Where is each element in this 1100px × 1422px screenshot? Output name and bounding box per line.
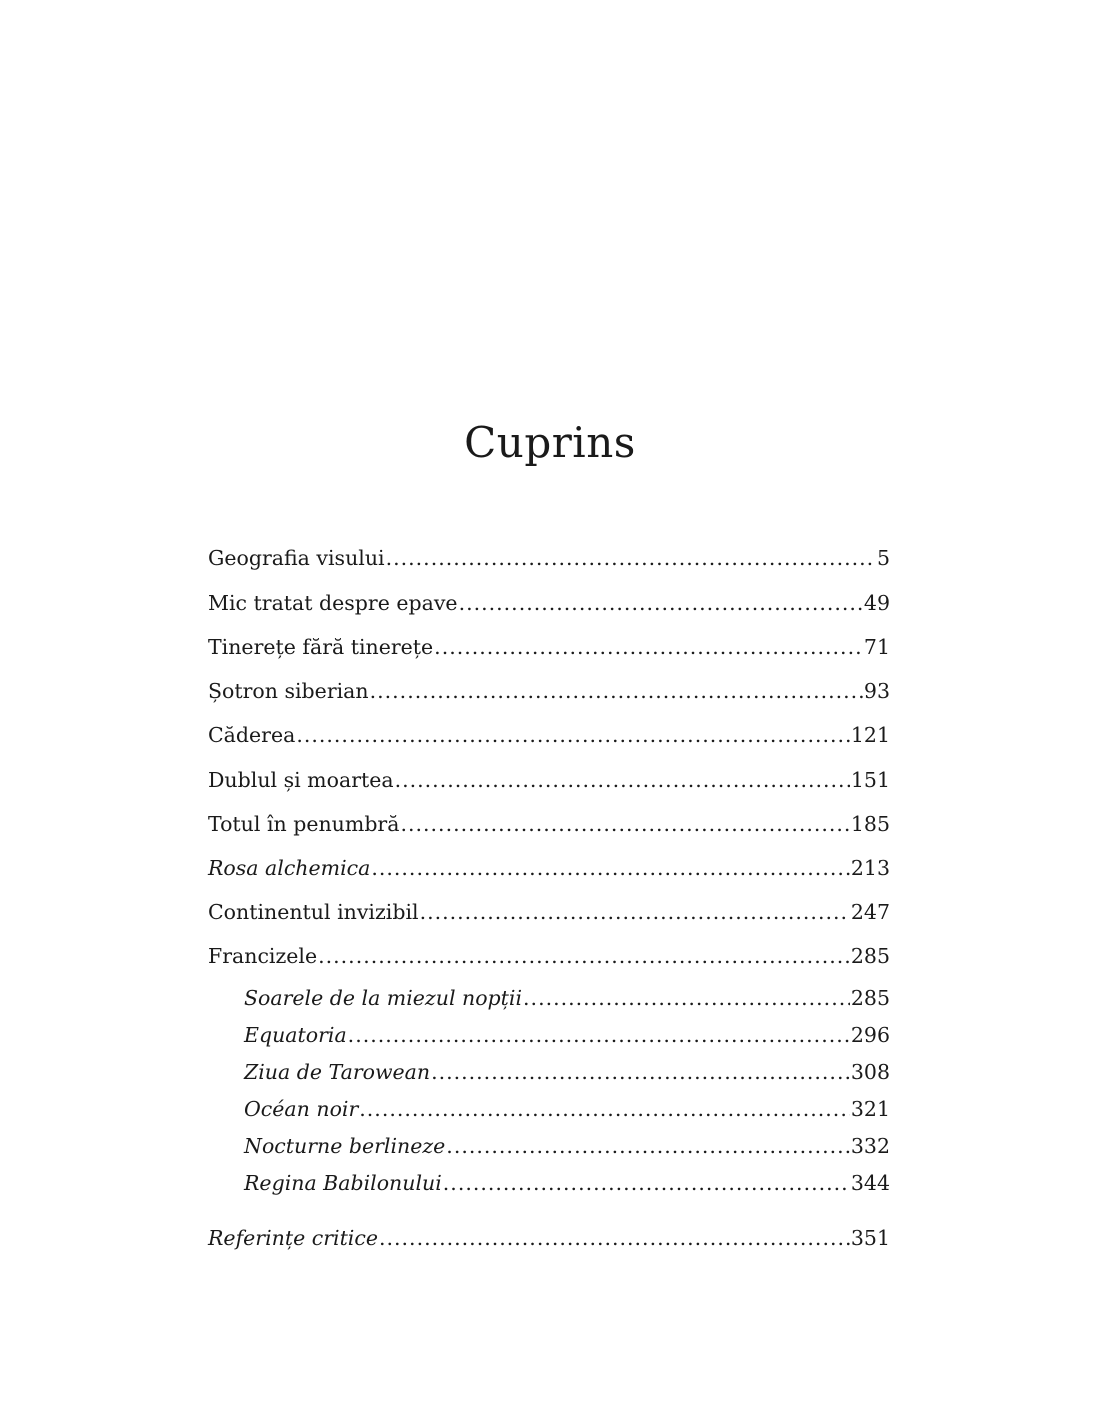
toc-leader-dots [296,723,850,747]
toc-entry-title: Șotron siberian [208,679,369,703]
toc-entry [208,900,890,930]
toc-entry-title: Dublul și moartea [208,768,394,792]
toc-page-number: 344 [850,1171,890,1195]
toc-leader-dots [370,679,863,703]
toc-page-number: 321 [850,1097,890,1121]
toc-entry-title: Equatoria [244,1023,347,1047]
toc-entry [208,812,890,842]
toc-entry-title: Regina Babilonului [244,1171,442,1195]
toc-entry-title: Continentul invizibil [208,900,419,924]
toc-page-number: 151 [850,768,890,792]
toc-page-number: 71 [863,635,890,659]
toc-entry-title: Referințe critice [208,1226,378,1250]
toc-page-number: 285 [850,944,890,968]
toc-leader-dots [431,1060,850,1084]
toc-subentry [244,1097,890,1127]
toc-page-number: 308 [850,1060,890,1084]
page-title: Cuprins [464,418,636,467]
toc-entry [208,944,890,974]
toc-leader-dots [386,546,876,570]
toc-leader-dots [379,1226,850,1250]
toc-page-number: 213 [850,856,890,880]
toc-entry [208,679,890,709]
toc-leader-dots [420,900,850,924]
toc-entry [208,635,890,665]
toc-subentry [244,1023,890,1053]
toc-entry-title: Nocturne berlineze [244,1134,446,1158]
toc-entry-title: Geografia visului [208,546,385,570]
toc-entry-title: Soarele de la miezul nopții [244,986,523,1010]
toc-entry [208,768,890,798]
toc-leader-dots [523,986,850,1010]
toc-leader-dots [443,1171,850,1195]
toc-subentry [244,1134,890,1164]
toc-entry-title: Tinerețe fără tinerețe [208,635,434,659]
toc-page-number: 5 [876,546,890,570]
toc-page-number: 351 [850,1226,890,1250]
toc-leader-dots [434,635,863,659]
toc-subentry [244,986,890,1016]
toc-entry-title: Ziua de Tarowean [244,1060,431,1084]
toc-page-number: 49 [863,591,890,615]
toc-entry-title: Océan noir [244,1097,359,1121]
toc-page-number: 93 [863,679,890,703]
toc-entry-title: Totul în penumbră [208,812,400,836]
toc-leader-dots [359,1097,850,1121]
toc-leader-dots [459,591,863,615]
toc-page-number: 185 [850,812,890,836]
toc-entry [208,1226,890,1256]
toc-leader-dots [348,1023,850,1047]
toc-entry-title: Francizele [208,944,318,968]
toc-entry [208,856,890,886]
toc-leader-dots [446,1134,850,1158]
toc-page-number: 296 [850,1023,890,1047]
toc-entry-title: Mic tratat despre epave [208,591,458,615]
toc-leader-dots [395,768,850,792]
toc-leader-dots [371,856,850,880]
toc-page-number: 121 [850,723,890,747]
toc-page-number: 285 [850,986,890,1010]
toc-entry [208,723,890,753]
toc-entry [208,546,890,576]
toc-subentry [244,1060,890,1090]
toc-page-number: 332 [850,1134,890,1158]
toc-subentry [244,1171,890,1201]
toc-entry [208,591,890,621]
toc-leader-dots [318,944,850,968]
toc-leader-dots [400,812,849,836]
toc-entry-title: Rosa alchemica [208,856,371,880]
toc-entry-title: Căderea [208,723,296,747]
toc-page-number: 247 [850,900,890,924]
